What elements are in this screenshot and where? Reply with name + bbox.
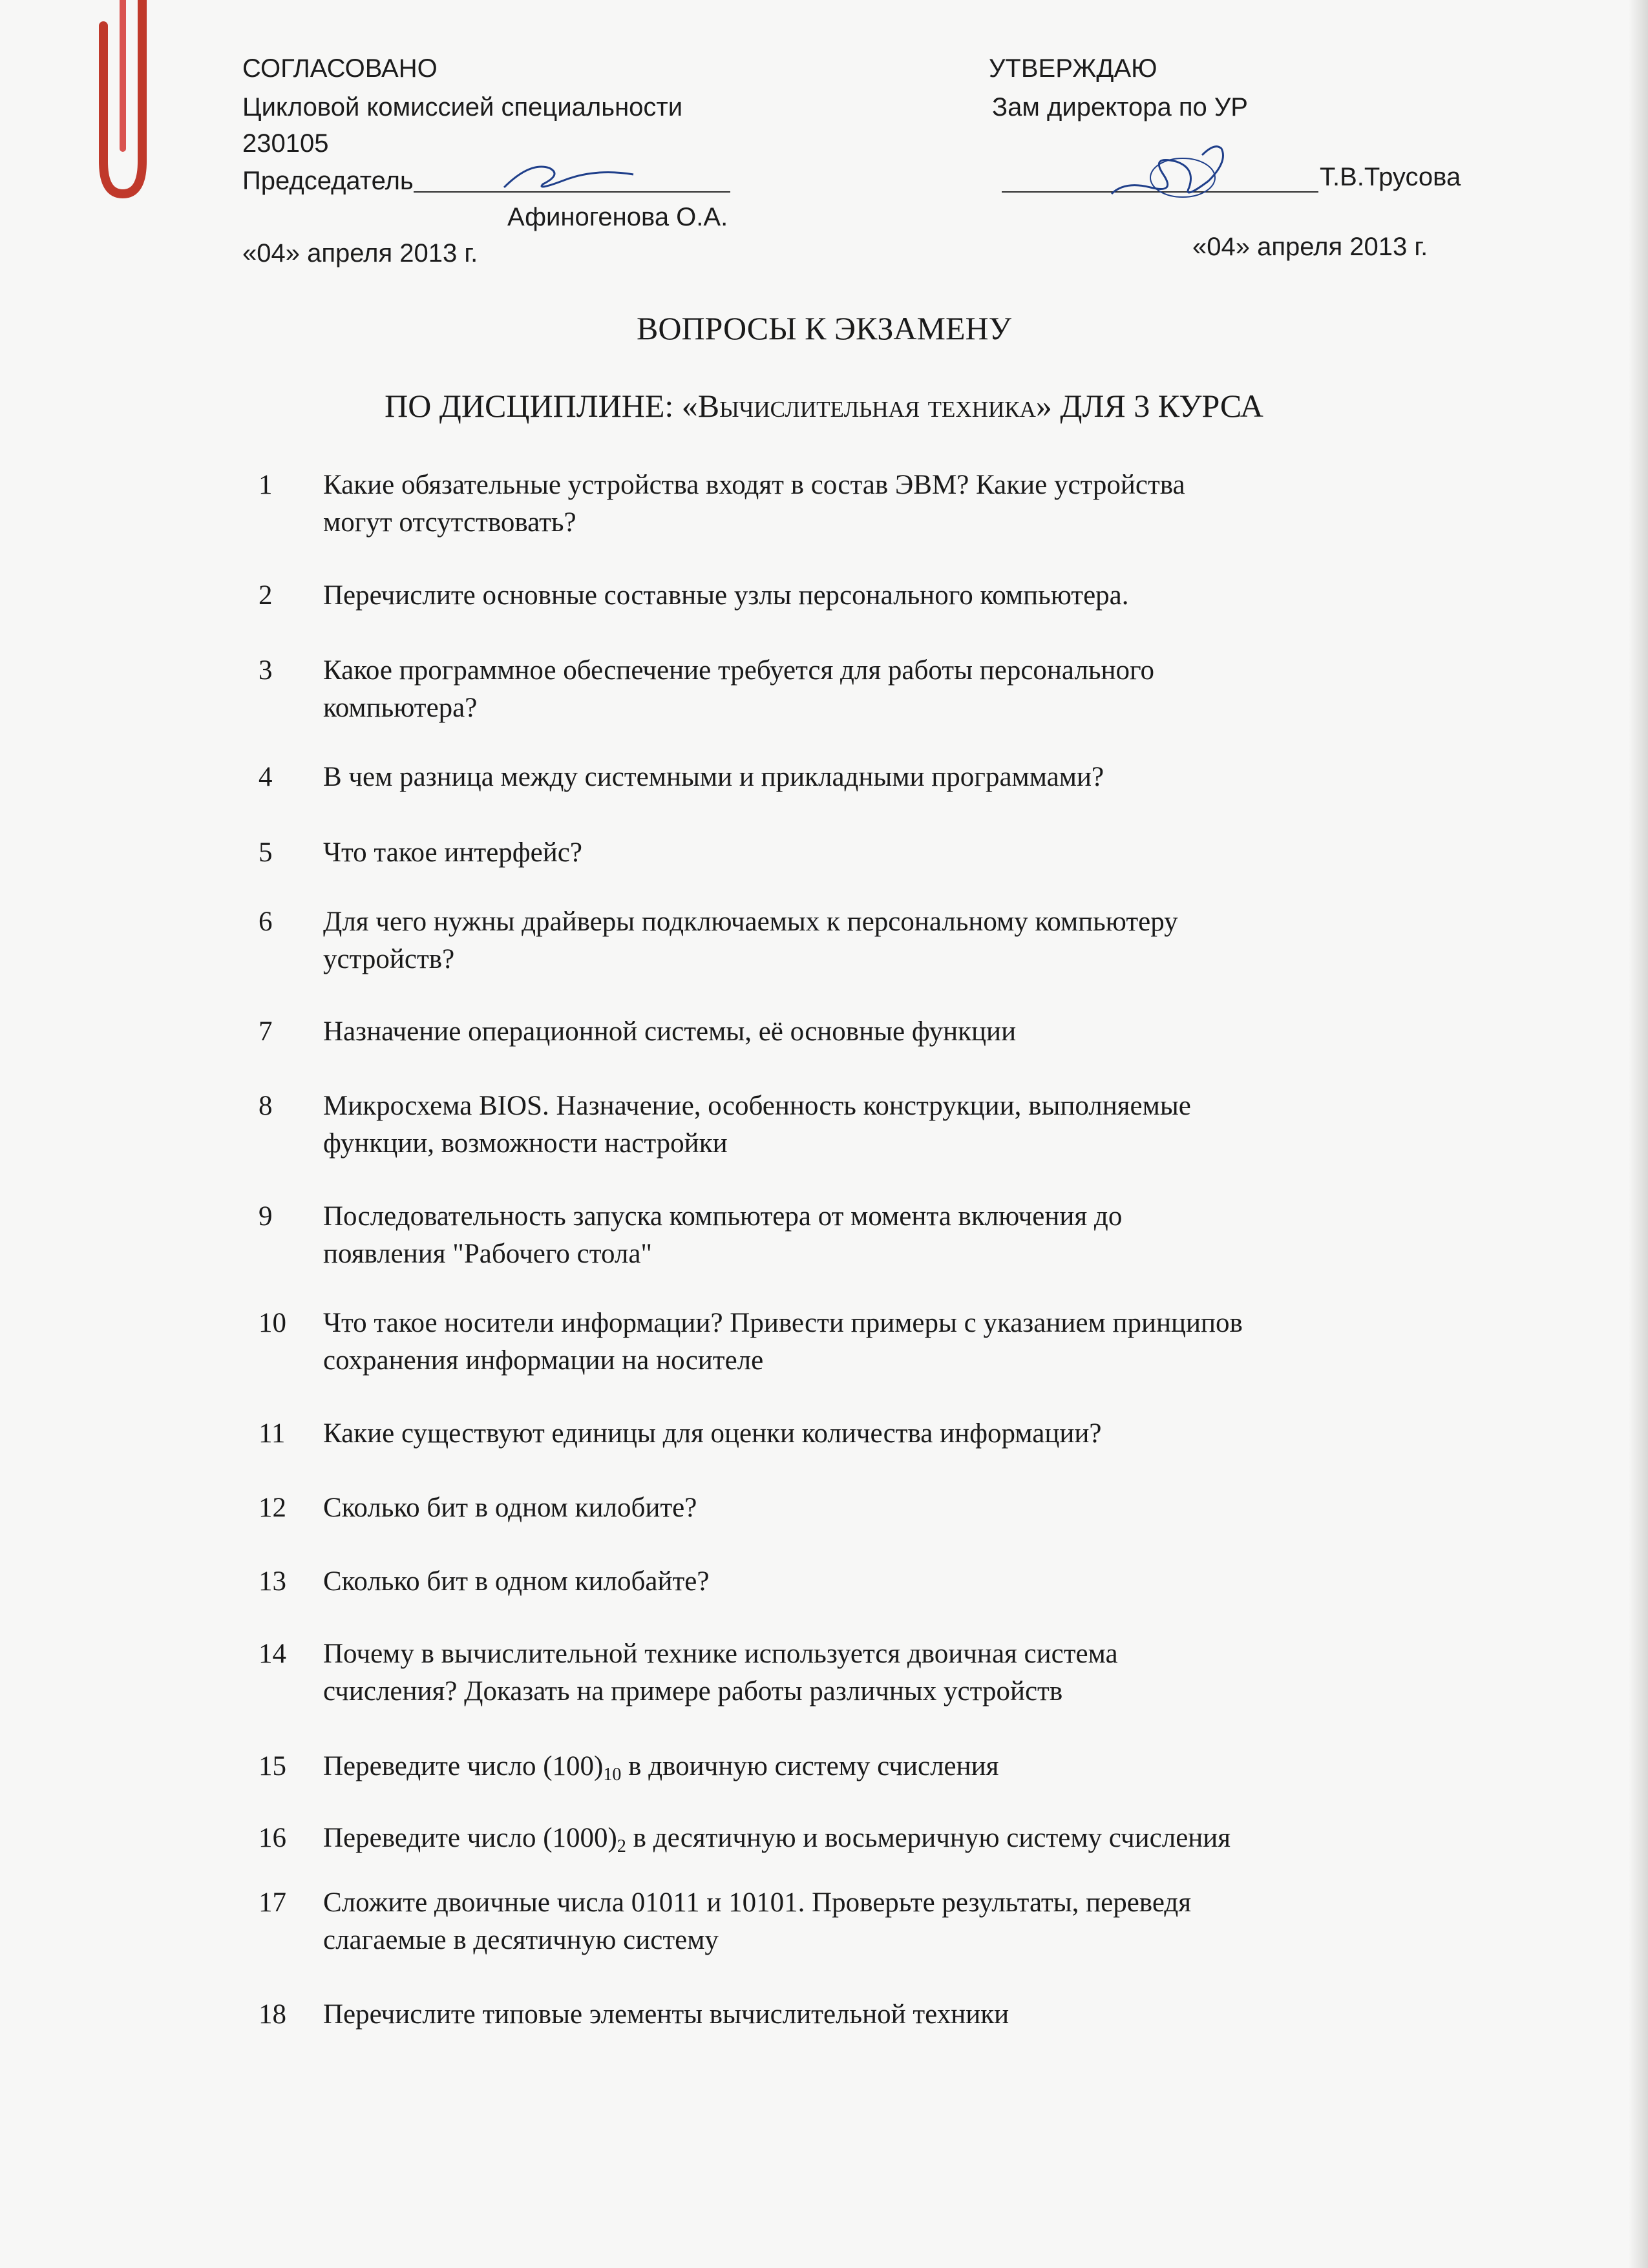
title-line-2-prefix: ПО ДИСЦИПЛИНЕ: «: [385, 388, 698, 424]
question-number: 11: [259, 1418, 286, 1449]
question-text-line: [323, 1820, 1474, 1857]
specialty-code: 230105: [242, 129, 329, 158]
question-text-line: появления "Рабочего стола": [323, 1239, 652, 1269]
question-text-line: Перечислите основные составные узлы персонального компьютера.: [323, 580, 1129, 611]
question-text: [323, 577, 1474, 614]
question-text-line: Сколько бит в одном килобите?: [323, 1493, 697, 1523]
question-text: [323, 1489, 1474, 1527]
number-base-subscript: 2: [617, 1836, 626, 1856]
agreed-label: СОГЛАСОВАНО: [242, 54, 438, 83]
question-text: [323, 1305, 1474, 1380]
question-text-line: Для чего нужны драйверы подключаемых к персональному компьютеру: [323, 907, 1178, 937]
question-number: 9: [259, 1201, 273, 1232]
question-text-line: Что такое интерфейс?: [323, 837, 582, 868]
question-text-line: Почему в вычислительной технике используется двоичная система: [323, 1639, 1118, 1669]
question-text-line: Сколько бит в одном килобайте?: [323, 1566, 710, 1597]
question-number: 3: [259, 655, 273, 686]
question-text-line: сохранения информации на носителе: [323, 1345, 764, 1376]
question-text-line: Назначение операционной системы, её основные функции: [323, 1016, 1017, 1047]
question-text: [323, 1087, 1474, 1162]
number-base-subscript: 10: [603, 1765, 622, 1785]
question-text: [323, 1563, 1474, 1601]
chair-name: Афиногенова О.А.: [507, 203, 728, 231]
question-text-pre: Переведите число (1000): [323, 1823, 617, 1853]
approver-signature: [1099, 136, 1254, 207]
question-text: [323, 1635, 1474, 1710]
question-number: 14: [259, 1639, 286, 1669]
question-text-line: устройств?: [323, 944, 455, 974]
question-text-line: функции, возможности настройки: [323, 1128, 728, 1159]
question-text-line: Микросхема BIOS. Назначение, особенность конструкции, выполняемые: [323, 1091, 1191, 1121]
question-text: [323, 467, 1474, 541]
page-subtitle: [0, 386, 1648, 425]
question-text-line: компьютера?: [323, 693, 478, 723]
question-text-line: могут отсутствовать?: [323, 507, 576, 538]
question-text: [323, 1748, 1474, 1785]
question-number: 6: [259, 907, 273, 937]
question-text-line: слагаемые в десятичную систему: [323, 1925, 719, 1955]
question-text-line: счисления? Доказать на примере работы различных устройств: [323, 1676, 1063, 1706]
question-number: 17: [259, 1887, 286, 1918]
question-text: [323, 1013, 1474, 1051]
question-number: 13: [259, 1566, 286, 1597]
question-text: [323, 1884, 1474, 1959]
question-text-line: Какие обязательные устройства входят в состав ЭВМ? Какие устройства: [323, 470, 1185, 500]
chair-signature: [491, 149, 646, 200]
right-date: «04» апреля 2013 г.: [1192, 233, 1428, 261]
paperclip-icon: [97, 0, 187, 207]
question-text-line: Какое программное обеспечение требуется для работы персонального: [323, 655, 1155, 686]
commission-label: Цикловой комиссией специальности: [242, 93, 683, 121]
title-discipline: Вычислительная техника: [697, 388, 1036, 424]
question-text-post: в десятичную и восьмеричную систему счисления: [626, 1823, 1231, 1853]
question-text: [323, 903, 1474, 978]
question-number: 18: [259, 1999, 286, 2030]
page-title: [0, 309, 1648, 348]
question-text-line: В чем разница между системными и прикладными программами?: [323, 762, 1104, 792]
question-number: 12: [259, 1493, 286, 1523]
question-text: [323, 1415, 1474, 1453]
title-line-1: ВОПРОСЫ К ЭКЗАМЕНУ: [636, 310, 1012, 346]
left-date: «04» апреля 2013 г.: [242, 239, 478, 268]
question-number: 7: [259, 1016, 273, 1047]
position-label: Зам директора по УР: [992, 93, 1248, 121]
question-number: 5: [259, 837, 273, 868]
approve-label: УТВЕРЖДАЮ: [989, 54, 1157, 83]
approver-name: Т.В.Трусова: [1320, 163, 1461, 191]
question-number: 15: [259, 1751, 286, 1781]
question-text: [323, 1820, 1474, 1857]
question-text: [323, 1198, 1474, 1273]
title-line-2-suffix: » ДЛЯ 3 КУРСА: [1035, 388, 1263, 424]
question-number: 4: [259, 762, 273, 792]
question-text: [323, 834, 1474, 872]
question-number: 1: [259, 470, 273, 500]
question-number: 2: [259, 580, 273, 611]
question-number: 10: [259, 1308, 286, 1338]
question-text-post: в двоичную систему счисления: [621, 1751, 999, 1781]
question-text-line: Последовательность запуска компьютера от момента включения до: [323, 1201, 1123, 1232]
question-number: 16: [259, 1823, 286, 1853]
chair-label: Председатель: [242, 167, 414, 195]
question-text: [323, 652, 1474, 727]
question-text-line: Что такое носители информации? Привести примеры с указанием принципов: [323, 1308, 1243, 1338]
question-text-line: [323, 1748, 1474, 1785]
question-text-line: Перечислите типовые элементы вычислительной техники: [323, 1999, 1009, 2030]
question-text: [323, 759, 1474, 796]
question-text-line: Какие существуют единицы для оценки количества информации?: [323, 1418, 1102, 1449]
question-text-line: Сложите двоичные числа 01011 и 10101. Проверьте результаты, переведя: [323, 1887, 1192, 1918]
question-number: 8: [259, 1091, 273, 1121]
question-text-pre: Переведите число (100): [323, 1751, 604, 1781]
question-text: [323, 1996, 1474, 2033]
